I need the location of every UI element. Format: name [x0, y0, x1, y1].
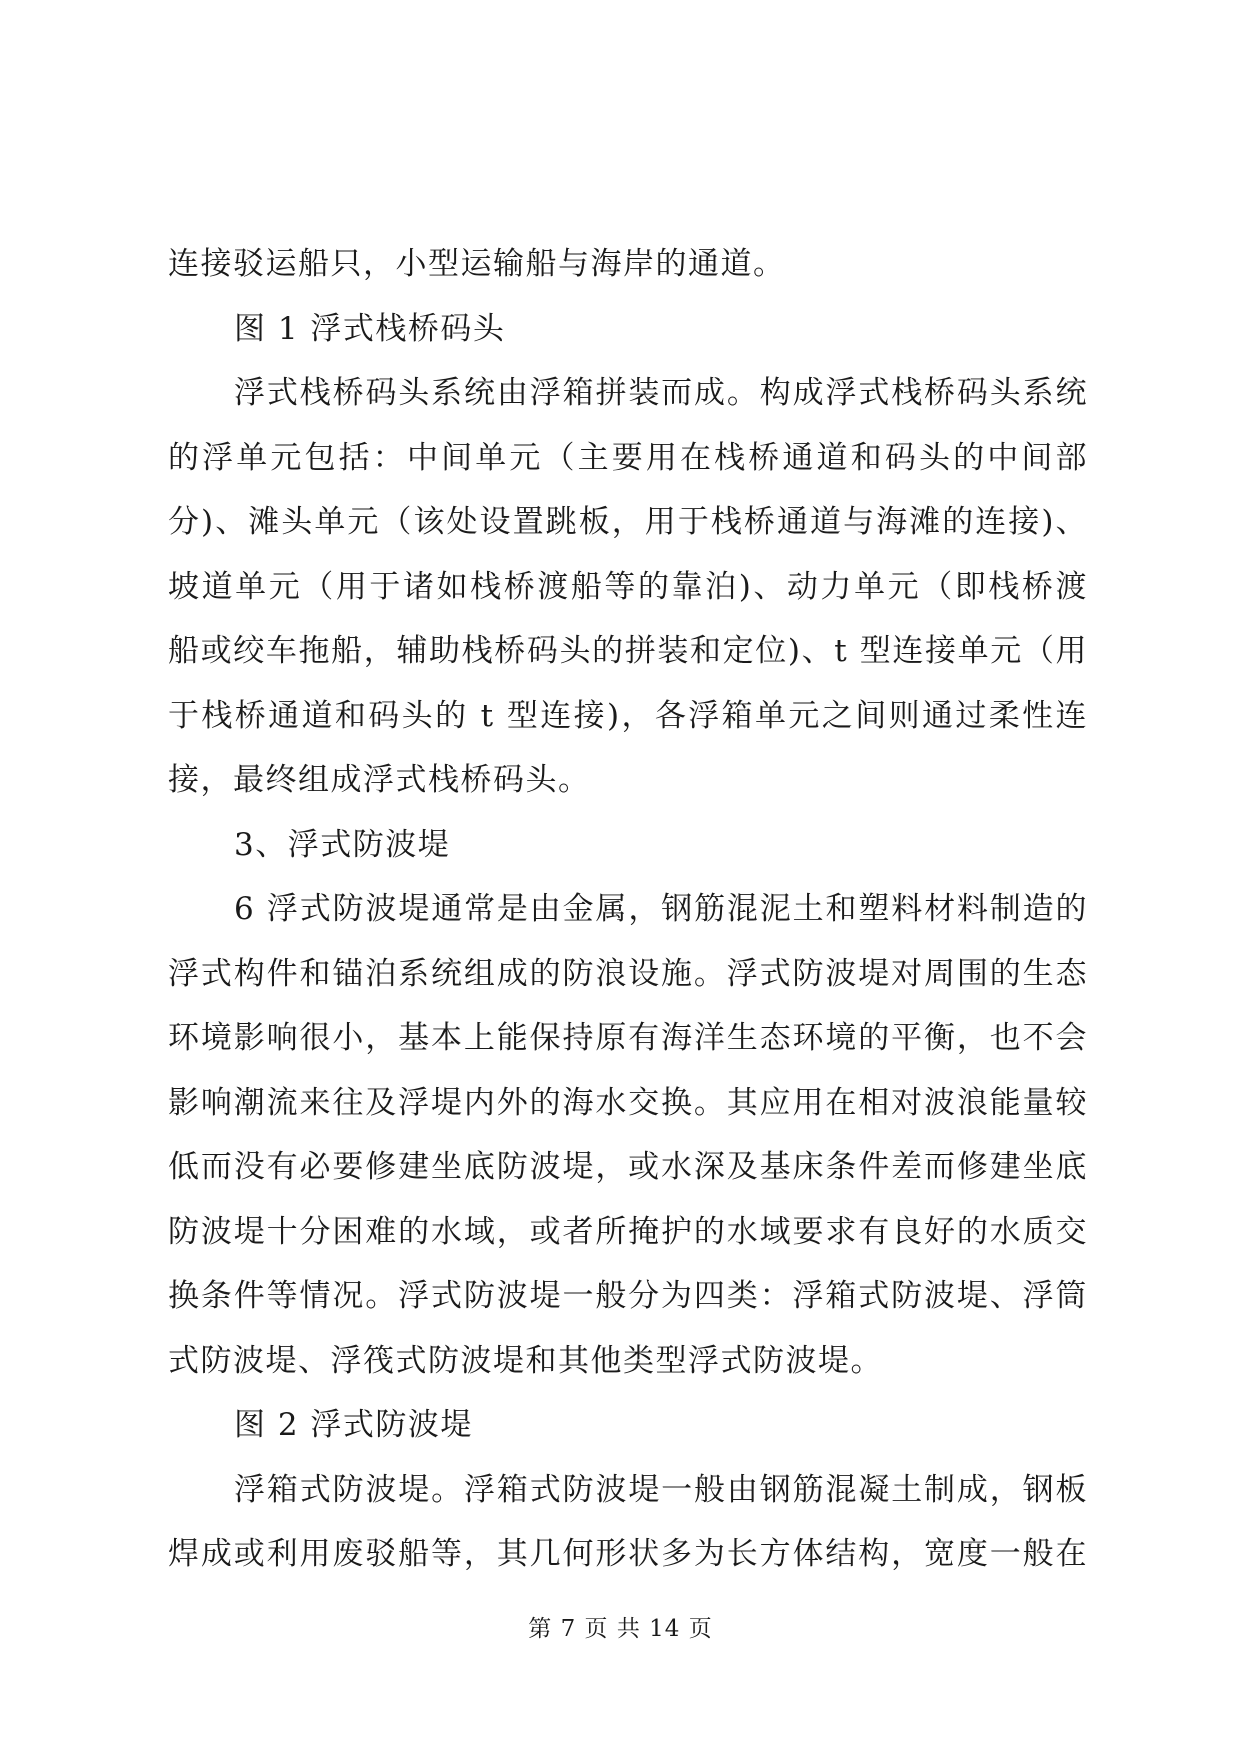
text-line: 图 2 浮式防波堤: [234, 1407, 473, 1443]
text-line: 低而没有必要修建坐底防波堤，或水深及基床条件差而修建坐底: [168, 1149, 1088, 1185]
text-line: 环境影响很小，基本上能保持原有海洋生态环境的平衡，也不会: [168, 1020, 1088, 1056]
text-line: 浮箱式防波堤。浮箱式防波堤一般由钢筋混凝土制成，钢板: [234, 1471, 1088, 1508]
text-line: 分)、滩头单元（该处设置跳板，用于栈桥通道与海滩的连接)、: [168, 504, 1088, 540]
text-line: 连接驳运船只，小型运输船与海岸的通道。: [168, 246, 786, 282]
page-footer: 第 7 页 共 14 页: [528, 1616, 713, 1642]
text-line: 防波堤十分困难的水域，或者所掩护的水域要求有良好的水质交: [168, 1213, 1088, 1250]
text-line: 船或绞车拖船，辅助栈桥码头的拼装和定位)、t 型连接单元（用: [168, 633, 1088, 669]
text-line: 图 1 浮式栈桥码头: [234, 310, 506, 347]
text-line: 于栈桥通道和码头的 t 型连接)，各浮箱单元之间则通过柔性连: [168, 697, 1088, 734]
text-line: 浮式构件和锚泊系统组成的防浪设施。浮式防波堤对周围的生态: [168, 955, 1088, 992]
text-line: 的浮单元包括：中间单元（主要用在栈桥通道和码头的中间部: [168, 439, 1088, 476]
text-line: 浮式栈桥码头系统由浮箱拼装而成。构成浮式栈桥码头系统: [234, 375, 1088, 411]
text-line: 换条件等情况。浮式防波堤一般分为四类：浮箱式防波堤、浮筒: [168, 1278, 1088, 1314]
text-line: 影响潮流来往及浮堤内外的海水交换。其应用在相对波浪能量较: [168, 1084, 1088, 1121]
text-line: 6 浮式防波堤通常是由金属，钢筋混泥土和塑料材料制造的: [234, 891, 1088, 927]
text-line: 3、浮式防波堤: [234, 826, 451, 863]
text-line: 接，最终组成浮式栈桥码头。: [168, 762, 591, 798]
text-line: 焊成或利用废驳船等，其几何形状多为长方体结构，宽度一般在: [168, 1536, 1088, 1572]
body-text: [168, 232, 1088, 1587]
text-line: 坡道单元（用于诸如栈桥渡船等的靠泊)、动力单元（即栈桥渡: [168, 568, 1088, 605]
text-line: 式防波堤、浮筏式防波堤和其他类型浮式防波堤。: [168, 1342, 883, 1379]
